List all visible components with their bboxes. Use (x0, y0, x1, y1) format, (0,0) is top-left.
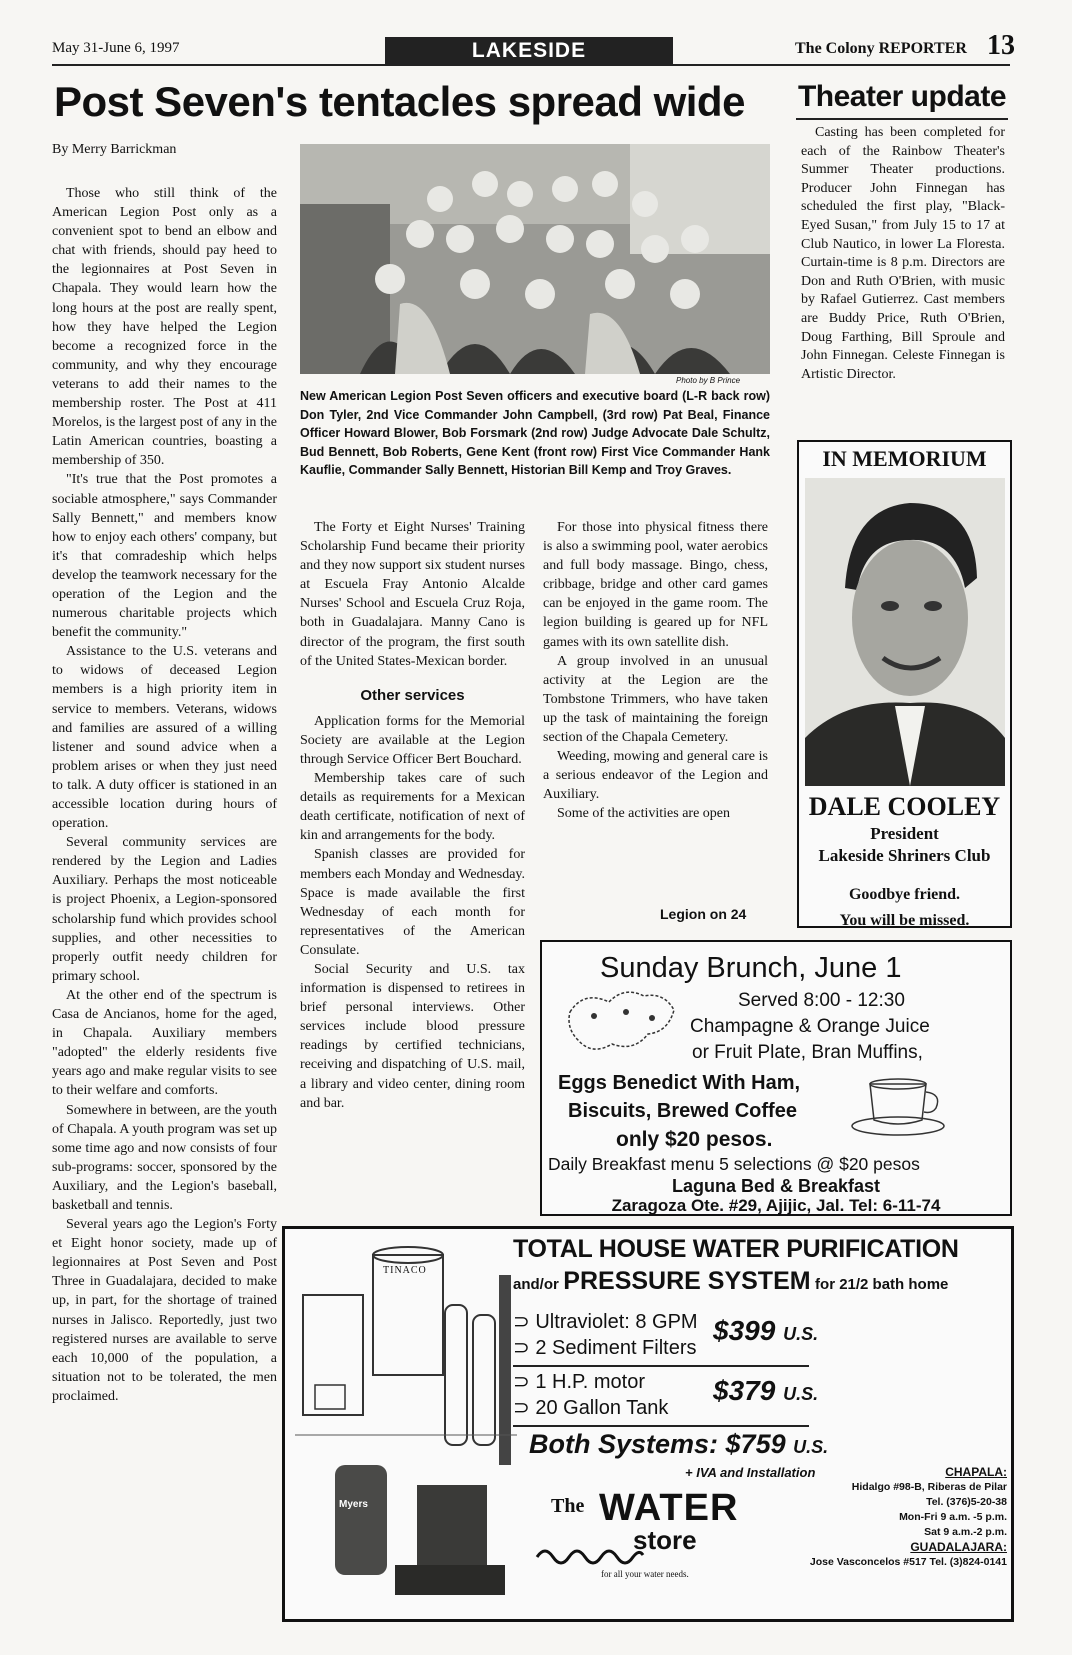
article-paragraph: Several years ago the Legion's Forty et Eight honor society, made up of legionnaires at Post Seven and Post Three in Guadalajara, decided to make up, in part, for the shortage of trained nurses in Jalisco. Reportedly, just two registered nurses are available to serve each 10,000 of the population, a situation not to be tolerated, the men proclaimed. (52, 1217, 277, 1404)
water-store-logo (535, 1483, 739, 1599)
water-ad (282, 1226, 1014, 1622)
theater-rule (796, 118, 1008, 120)
memorium-title: IN MEMORIUM (822, 446, 987, 471)
store-logo-water: WATER (599, 1487, 739, 1529)
brunch-venue: Laguna Bed & Breakfast (671, 1176, 881, 1196)
article-paragraph: For those into physical fitness there is also a swimming pool, water aerobics and full body massage. Bingo, chess, cribbage, bridge and other card games can be enjoyed in the game room. The legion building is geared up for NFL games with its own satellite dish. (543, 520, 768, 650)
article-paragraph: The Forty et Eight Nurses' Training Scholarship Fund became their priority and they now support six student nurses at Escuela Fray Antonio Alcalde Nurses' School and Escuela Cruz Roja, both in Guadalajara. Manny Cano is director of the program, the first south of the United States-Mexican border. (300, 520, 525, 669)
article-col3 (543, 518, 768, 824)
article-col1 (52, 184, 277, 1406)
brunch-daily: Daily Breakfast menu 5 selections @ $20 pesos (548, 1154, 920, 1174)
group-photo-image (300, 144, 770, 374)
water-item1: ⊃ Ultraviolet: 8 GPM (513, 1311, 698, 1333)
section-label (385, 37, 673, 64)
water-item3: ⊃ 1 H.P. motor (513, 1371, 646, 1393)
lake-map-icon (564, 982, 682, 1067)
article-paragraph: Those who still think of the American Legion Post only as a convenient spot to bend an elbow and chat with friends, should pay heed to the legionnaires at Post Seven in Chapala. They would learn how the long hours at the post are really spent, how they have helped the Legion become a recognized force in the community, and why they encourage veterans to add their names to the membership roster. The Post at 411 Morelos, is the largest post of any in the Latin American countries, boasting a membership of 350. (52, 186, 277, 469)
coffee-cup-icon (848, 1070, 948, 1138)
water-price2: $379 U.S. (713, 1375, 819, 1406)
guadalajara-address: Jose Vasconcelos #517 Tel. (3)824-0141 (809, 1556, 1007, 1568)
brunch-address: Zaragoza Ote. #29, Ajijic, Jal. Tel: 6-11-74 (611, 1196, 941, 1215)
water-rule-2 (513, 1425, 809, 1427)
photo-credit: Photo by B Prince (676, 376, 741, 385)
article-paragraph: Several community services are rendered by the Legion and Ladies Auxiliary. Perhaps the most noticeable is project Phoenix, a Legion-sponsored scholarship fund which provides school supplies, and other necessities to properly outfit needy children for primary school. (52, 835, 277, 984)
chapala-tel: Tel. (376)5-20-38 (926, 1496, 1007, 1508)
legion-group-photo (300, 144, 770, 374)
portrait-photo (805, 478, 1005, 786)
water-subtitle (513, 1267, 948, 1296)
photo-caption: New American Legion Post Seven officers and executive board (L-R back row) Don Tyler, 2nd Vice Commander John Campbell, (3rd row) Pat Beal, Finance Officer Howard Blower, Bob Forsmark (2nd row) Judge Advocate Dale Schultz, Bud Bennett, Bob Roberts, Gene Kent (front row) First Vice Commander Hank Kauflie, Commander Sally Bennett, Historian Bill Kemp and Troy Graves. (300, 389, 770, 477)
byline: By Merry Barrickman (52, 142, 177, 157)
memorium-box (797, 440, 1012, 928)
water-addresses (757, 1465, 1007, 1570)
water-iva: + IVA and Installation (685, 1465, 816, 1480)
article-paragraph: Somewhere in between, are the youth of Chapala. A youth program was set up some time ago and now consists of four sub-programs: soccer, sponsored by the Auxiliary, and the Legion's baseball, basketball and tennis. (52, 1102, 277, 1213)
memorium-club: Lakeside Shriners Club (818, 846, 991, 865)
masthead-rule (52, 64, 1010, 66)
store-logo-store: store (633, 1525, 697, 1555)
theater-body: Casting has been completed for each of the Rainbow Theater's Summer Theater productions. Producer John Finnegan has scheduled the first play, "Black-Eyed Susan," from July 15 to 17 at Club Nautico, in lower La Floresta. Curtain-time is 8 p.m. Directors are Don and Ruth O'Brien, with music by Rafael Gutierrez. Cast members are Buddy Price, Ruth O'Brien, Doug Farthing, Bill Sproule and John Finnegan. Celeste Finnegan is Artistic Director. (801, 125, 1005, 382)
article-paragraph: Spanish classes are provided for members each Monday and Wednesday. Space is made available the first Wednesday of each month for representatives of the American Consulate. (300, 847, 525, 958)
pump-brand-label: Myers (339, 1499, 368, 1510)
water-sub-main: PRESSURE SYSTEM (563, 1267, 811, 1295)
article-col2 (300, 518, 525, 1113)
water-item2: ⊃ 2 Sediment Filters (513, 1337, 697, 1359)
brunch-line2: or Fruit Plate, Bran Muffins, (692, 1042, 923, 1063)
headline: Post Seven's tentacles spread wide (54, 78, 745, 125)
jump-line-legion: Legion on 24 (660, 906, 747, 922)
portrait-image (805, 478, 1005, 786)
masthead-paper: The Colony REPORTER (795, 40, 967, 57)
arrow-icon: ⊃ (513, 1337, 530, 1359)
page-number: 13 (987, 30, 1015, 61)
chapala-address: Hidalgo #98-B, Riberas de Pilar (851, 1481, 1007, 1493)
subhead-other-services: Other services (360, 686, 465, 704)
brunch-line3: Eggs Benedict With Ham, (558, 1072, 801, 1094)
water-sub-prefix: and/or (513, 1276, 559, 1293)
article-paragraph: At the other end of the spectrum is Casa de Ancianos, home for the aged, in Chapala. Auxiliary members "adopted" the elderly residents five years ago and make regular visits to see to their welfare and comforts. (52, 987, 277, 1099)
water-item4: ⊃ 20 Gallon Tank (513, 1397, 669, 1419)
arrow-icon: ⊃ (513, 1371, 530, 1393)
article-paragraph: Social Security and U.S. tax information is dispensed to retirees in brief personal interviews. Other services include blood pressure readings by certified technicians, receiving and dispatching of U.S. mail, a library and video center, dining room and bar. (300, 961, 525, 1111)
tank-filter-drawing (295, 1235, 517, 1611)
chapala-label: CHAPALA: (945, 1465, 1007, 1479)
store-logo-the: The (551, 1495, 585, 1517)
wave-logo-icon (535, 1543, 645, 1571)
guadalajara-label: GUADALAJARA: (910, 1540, 1007, 1554)
section-label-text: LAKESIDE (471, 39, 587, 62)
arrow-icon: ⊃ (513, 1311, 530, 1333)
article-paragraph: Some of the activities are open (557, 806, 730, 822)
brunch-ad (540, 940, 1012, 1216)
memorium-line2: You will be missed. (839, 912, 970, 929)
masthead-date: May 31-June 6, 1997 (52, 40, 180, 56)
tank-label: TINACO (383, 1265, 427, 1276)
brunch-title: Sunday Brunch, June 1 (600, 952, 902, 984)
water-both-systems: Both Systems: $759 U.S. (529, 1429, 829, 1459)
store-logo-tagline: for all your water needs. (601, 1569, 689, 1579)
brunch-line4: Biscuits, Brewed Coffee (568, 1100, 797, 1122)
brunch-price: only $20 pesos. (616, 1128, 773, 1151)
article-paragraph: Weeding, mowing and general care is a serious endeavor of the Legion and Auxiliary. (543, 749, 768, 803)
water-title: TOTAL HOUSE WATER PURIFICATION (513, 1235, 959, 1263)
article-paragraph: Membership takes care of such details as requirements for a Mexican death certificate, notification of next of kin and arrangements for the body. (300, 771, 525, 844)
chapala-hours-saturday: Sat 9 a.m.-2 p.m. (924, 1526, 1007, 1538)
brunch-served: Served 8:00 - 12:30 (738, 990, 905, 1011)
article-paragraph: "It's true that the Post promotes a sociable atmosphere," says Commander Sally Bennett," and members know how to enjoy each others' company, but it's that comradeship which helps develop the teamwork necessary for the operation of the Legion and the numerous charitable projects which benefit the community." (52, 472, 277, 641)
memorium-line1: Goodbye friend. (848, 886, 961, 903)
memorium-role: President (870, 824, 939, 843)
article-paragraph: Assistance to the U.S. veterans and to widows of deceased Legion members is a high priority item in service to members. Veterans, widows and families are assured of a willing listener and sound advice when a problem arises or when they just need to talk. A duty officer is stationed in an accessible location during hours of operation. (52, 644, 277, 832)
memorium-name: DALE COOLEY (808, 792, 1001, 821)
theater-title: Theater update (797, 80, 1007, 113)
water-system-illustration (295, 1235, 517, 1611)
brunch-line1: Champagne & Orange Juice (690, 1016, 930, 1037)
chapala-hours-weekday: Mon-Fri 9 a.m. -5 p.m. (899, 1511, 1007, 1523)
water-rule-1 (513, 1365, 809, 1367)
water-sub-suffix: for 21/2 bath home (815, 1276, 949, 1293)
article-paragraph: Application forms for the Memorial Society are available at the Legion through Service Officer Bert Bouchard. (300, 713, 525, 767)
water-price1: $399 U.S. (713, 1315, 819, 1346)
arrow-icon: ⊃ (513, 1397, 530, 1419)
article-paragraph: A group involved in an unusual activity at the Legion are the Tombstone Trimmers, who have taken up the task of maintaining the foreign section of the Chapala Cemetery. (543, 653, 768, 746)
